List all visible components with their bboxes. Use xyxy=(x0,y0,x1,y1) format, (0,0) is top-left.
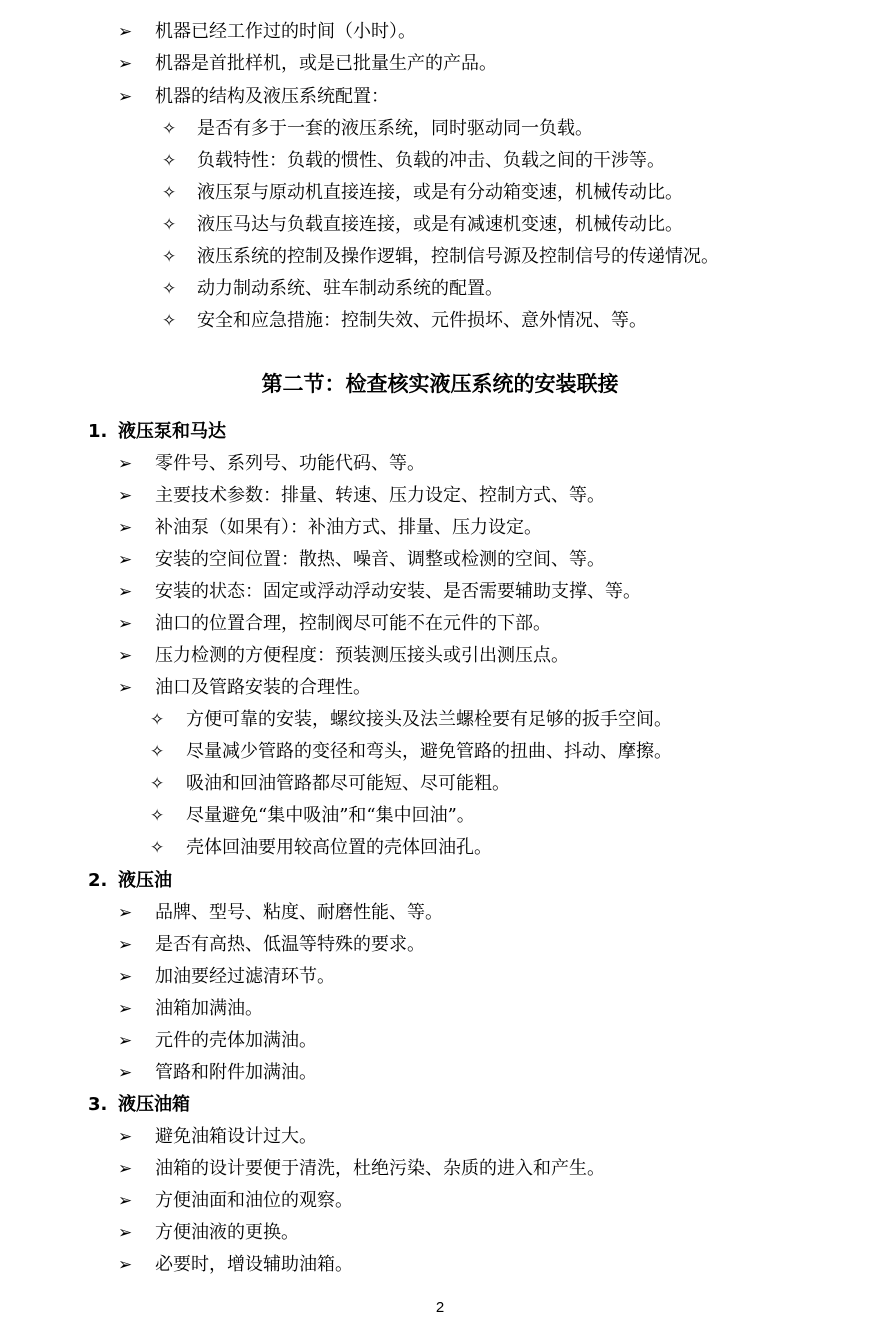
diamond-bullet-icon: ✧ xyxy=(162,311,177,331)
arrow-bullet-icon: ➢ xyxy=(118,87,133,107)
arrow-bullet-icon: ➢ xyxy=(118,646,133,666)
list-item-text: 机器是首批样机，或是已批量生产的产品。 xyxy=(155,53,497,74)
list-item-text: 油口及管路安装的合理性。 xyxy=(155,677,371,698)
list-item-text: 方便油液的更换。 xyxy=(155,1222,299,1243)
heading-text: 液压油箱 xyxy=(118,1094,190,1115)
sub-list-item-text: 方便可靠的安装，螺纹接头及法兰螺栓要有足够的扳手空间。 xyxy=(186,709,672,730)
sub-list-item-text: 液压马达与负载直接连接，或是有减速机变速，机械传动比。 xyxy=(197,214,683,235)
heading-number: 2. xyxy=(88,870,108,891)
list-item-text: 机器已经工作过的时间（小时）。 xyxy=(155,21,416,42)
arrow-bullet-icon: ➢ xyxy=(118,1031,133,1051)
sub-list-item-text: 负载特性：负载的惯性、负载的冲击、负载之间的干涉等。 xyxy=(197,150,665,171)
sub-list-item-text: 吸油和回油管路都尽可能短、尽可能粗。 xyxy=(186,773,510,794)
diamond-bullet-icon: ✧ xyxy=(150,742,165,762)
list-item-text: 安装的状态：固定或浮动浮动安装、是否需要辅助支撑、等。 xyxy=(155,581,641,602)
list-item-text: 是否有高热、低温等特殊的要求。 xyxy=(155,934,425,955)
arrow-bullet-icon: ➢ xyxy=(118,1223,133,1243)
arrow-bullet-icon: ➢ xyxy=(118,1191,133,1211)
sub-list-item-text: 液压泵与原动机直接连接，或是有分动箱变速，机械传动比。 xyxy=(197,182,683,203)
list-item-text: 方便油面和油位的观察。 xyxy=(155,1190,353,1211)
sub-list-item-text: 安全和应急措施：控制失效、元件损坏、意外情况、等。 xyxy=(197,310,647,331)
arrow-bullet-icon: ➢ xyxy=(118,550,133,570)
list-item-text: 品牌、型号、粘度、耐磨性能、等。 xyxy=(155,902,443,923)
diamond-bullet-icon: ✧ xyxy=(150,710,165,730)
section-title: 第二节：检查核实液压系统的安装联接 xyxy=(261,371,619,396)
list-item-text: 必要时，增设辅助油箱。 xyxy=(155,1254,353,1275)
diamond-bullet-icon: ✧ xyxy=(162,279,177,299)
list-item-text: 机器的结构及液压系统配置： xyxy=(155,86,389,107)
arrow-bullet-icon: ➢ xyxy=(118,967,133,987)
list-item-text: 管路和附件加满油。 xyxy=(155,1062,317,1083)
arrow-bullet-icon: ➢ xyxy=(118,614,133,634)
list-item-text: 压力检测的方便程度：预装测压接头或引出测压点。 xyxy=(155,645,569,666)
arrow-bullet-icon: ➢ xyxy=(118,486,133,506)
arrow-bullet-icon: ➢ xyxy=(118,54,133,74)
list-item-text: 元件的壳体加满油。 xyxy=(155,1030,317,1051)
arrow-bullet-icon: ➢ xyxy=(118,999,133,1019)
heading-number: 1. xyxy=(88,421,108,442)
heading-text: 液压泵和马达 xyxy=(118,421,226,442)
arrow-bullet-icon: ➢ xyxy=(118,518,133,538)
list-item-text: 避免油箱设计过大。 xyxy=(155,1126,317,1147)
sub-list-item-text: 壳体回油要用较高位置的壳体回油孔。 xyxy=(186,837,492,858)
arrow-bullet-icon: ➢ xyxy=(118,935,133,955)
page-number: 2 xyxy=(435,1299,445,1316)
diamond-bullet-icon: ✧ xyxy=(162,183,177,203)
arrow-bullet-icon: ➢ xyxy=(118,454,133,474)
sub-list-item-text: 尽量避免“集中吸油”和“集中回油”。 xyxy=(186,805,475,826)
arrow-bullet-icon: ➢ xyxy=(118,903,133,923)
sub-list-item-text: 尽量减少管路的变径和弯头，避免管路的扭曲、抖动、摩擦。 xyxy=(186,741,672,762)
list-item-text: 安装的空间位置：散热、噪音、调整或检测的空间、等。 xyxy=(155,549,605,570)
arrow-bullet-icon: ➢ xyxy=(118,1159,133,1179)
sub-list-item-text: 是否有多于一套的液压系统，同时驱动同一负载。 xyxy=(197,118,593,139)
list-item-text: 补油泵（如果有）：补油方式、排量、压力设定。 xyxy=(155,517,542,538)
list-item-text: 油箱加满油。 xyxy=(155,998,263,1019)
list-item-text: 零件号、系列号、功能代码、等。 xyxy=(155,453,425,474)
arrow-bullet-icon: ➢ xyxy=(118,582,133,602)
list-item-text: 主要技术参数：排量、转速、压力设定、控制方式、等。 xyxy=(155,485,605,506)
list-item-text: 油口的位置合理，控制阀尽可能不在元件的下部。 xyxy=(155,613,551,634)
diamond-bullet-icon: ✧ xyxy=(162,151,177,171)
arrow-bullet-icon: ➢ xyxy=(118,1127,133,1147)
arrow-bullet-icon: ➢ xyxy=(118,22,133,42)
list-item-text: 加油要经过滤清环节。 xyxy=(155,966,335,987)
heading-number: 3. xyxy=(88,1094,108,1115)
diamond-bullet-icon: ✧ xyxy=(150,806,165,826)
sub-list-item-text: 液压系统的控制及操作逻辑，控制信号源及控制信号的传递情况。 xyxy=(197,246,719,267)
arrow-bullet-icon: ➢ xyxy=(118,1255,133,1275)
diamond-bullet-icon: ✧ xyxy=(150,774,165,794)
sub-list-item-text: 动力制动系统、驻车制动系统的配置。 xyxy=(197,278,503,299)
list-item-text: 油箱的设计要便于清洗，杜绝污染、杂质的进入和产生。 xyxy=(155,1158,605,1179)
diamond-bullet-icon: ✧ xyxy=(162,247,177,267)
arrow-bullet-icon: ➢ xyxy=(118,678,133,698)
diamond-bullet-icon: ✧ xyxy=(162,215,177,235)
arrow-bullet-icon: ➢ xyxy=(118,1063,133,1083)
heading-text: 液压油 xyxy=(118,870,172,891)
diamond-bullet-icon: ✧ xyxy=(162,119,177,139)
diamond-bullet-icon: ✧ xyxy=(150,838,165,858)
